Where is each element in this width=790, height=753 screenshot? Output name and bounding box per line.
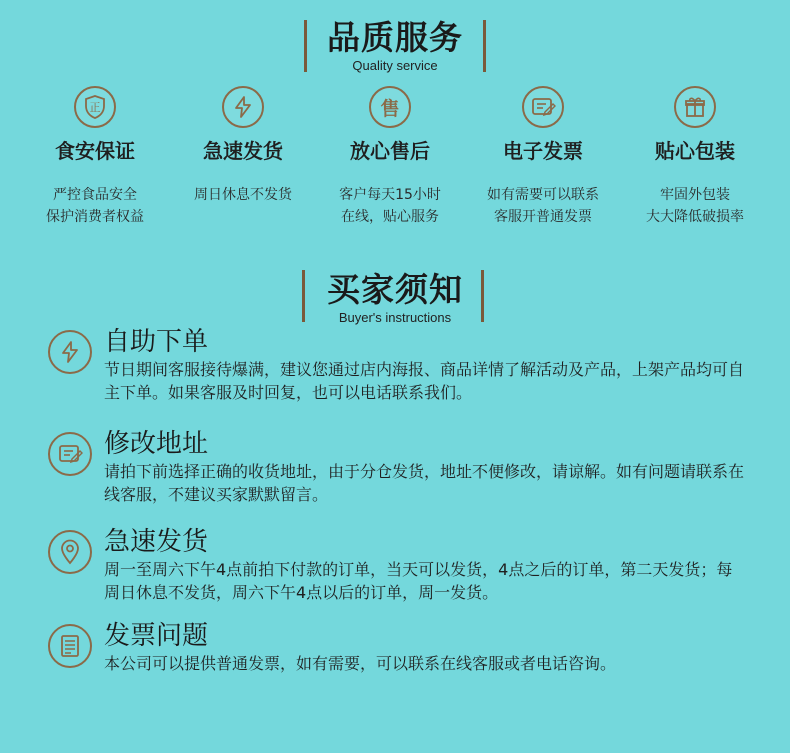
- service-desc-line: 客服开普通发票: [494, 209, 592, 225]
- service-item: [468, 86, 618, 228]
- service-desc: [468, 184, 618, 228]
- service-desc-line: 大大降低破损率: [646, 209, 744, 225]
- notice-text: 本公司可以提供普通发票，如有需要，可以联系在线客服或者电话咨询。: [104, 654, 617, 673]
- services-row: [0, 86, 790, 236]
- notice-title: 急速发货: [104, 527, 209, 557]
- service-item: [620, 86, 770, 228]
- service-desc-line: 牢固外包装: [660, 187, 730, 203]
- buyer-title: 买家须知: [327, 270, 463, 309]
- service-desc-line: 在线，贴心服务: [341, 209, 439, 225]
- notice-text: 周一至周六下午4点前拍下付款的订单，当天可以发货，4点之后的订单，第二天发货；每周日休息不发货，周六下午4点以后的订单，周一发货。: [104, 560, 733, 602]
- service-desc-line: 客户每天15小时: [339, 187, 441, 203]
- divider-left: [302, 270, 305, 322]
- notice-text: 请拍下前选择正确的收货地址，由于分仓发货，地址不便修改，请谅解。如有问题请联系在线客服，不建议买家默默留言。: [104, 462, 745, 504]
- notice-text: 节日期间客服接待爆满，建议您通过店内海报、商品详情了解活动及产品，上架产品均可自主下单。如果客服及时回复，也可以电话联系我们。: [104, 360, 745, 402]
- edit-icon: [48, 432, 92, 476]
- divider-right: [483, 20, 486, 72]
- service-desc-line: 如有需要可以联系: [487, 187, 599, 203]
- service-item: [20, 86, 170, 228]
- divider-left: [304, 20, 307, 72]
- document-icon: [48, 624, 92, 668]
- quality-header: [0, 18, 790, 73]
- invoice-icon: [522, 86, 564, 128]
- guarantee-icon: [74, 86, 116, 128]
- quality-subtitle: Quality service: [352, 58, 438, 73]
- service-name: 急速发货: [203, 139, 283, 163]
- service-desc: [168, 184, 318, 206]
- buyer-subtitle: Buyer's instructions: [338, 310, 452, 325]
- service-name: 食安保证: [55, 139, 135, 163]
- service-desc: [315, 184, 465, 228]
- divider-right: [481, 270, 484, 322]
- buyer-header: [0, 270, 790, 325]
- lightning-icon: [48, 330, 92, 374]
- service-item: [315, 86, 465, 228]
- service-item: [168, 86, 318, 206]
- service-name: 贴心包装: [655, 139, 735, 163]
- service-desc-line: 保护消费者权益: [46, 209, 144, 225]
- service-desc-line: 严控食品安全: [53, 187, 137, 203]
- lightning-icon: [222, 86, 264, 128]
- gift-icon: [674, 86, 716, 128]
- notice-title: 自助下单: [104, 327, 209, 357]
- location-pin-icon: [48, 530, 92, 574]
- notice-title: 发票问题: [104, 621, 209, 651]
- service-name: 电子发票: [503, 139, 583, 163]
- svg-text:正: 正: [89, 101, 101, 114]
- service-name: 放心售后: [350, 139, 430, 163]
- quality-title: 品质服务: [327, 18, 463, 57]
- notice-title: 修改地址: [104, 429, 209, 459]
- service-desc: [20, 184, 170, 228]
- after-sale-icon: 售: [369, 86, 411, 128]
- service-desc: [620, 184, 770, 228]
- service-desc-line: 周日休息不发货: [194, 187, 292, 203]
